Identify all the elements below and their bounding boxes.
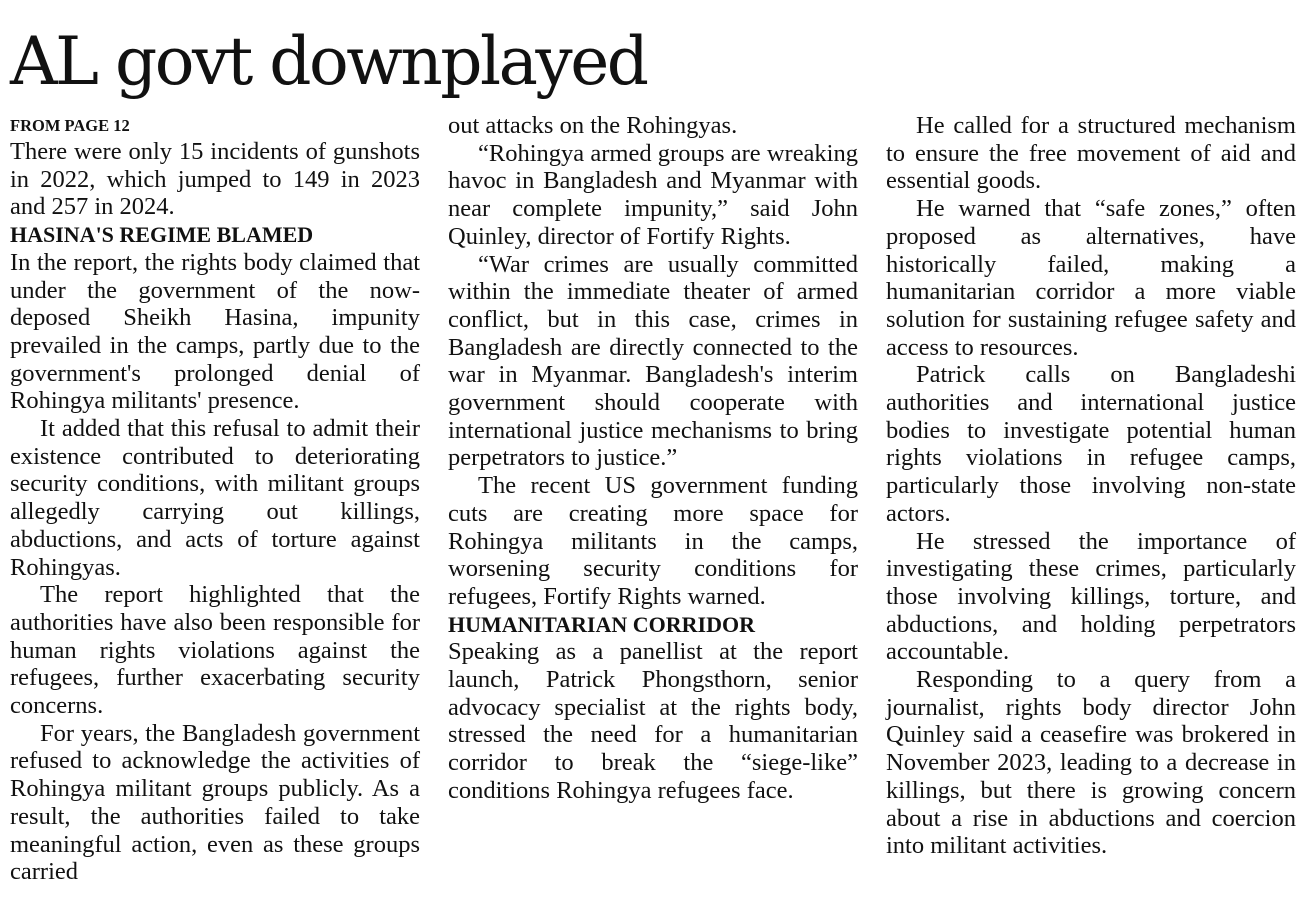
- continuation-kicker: FROM PAGE 12: [10, 116, 130, 135]
- paragraph: out attacks on the Rohingyas.: [448, 112, 738, 139]
- headline: AL govt downplayed: [10, 23, 647, 100]
- paragraph: He warned that “safe zones,” often proposed as alternatives, have historically failed, making a humanitarian corridor a more viable solution for sustaining refugee safety and access to resources.: [886, 195, 1296, 361]
- article-column-1: [10, 112, 420, 886]
- paragraph: He stressed the importance of investigating these crimes, particularly those involving killings, torture, and abductions, and holding perpetrators accountable.: [886, 527, 1296, 666]
- paragraph: It added that this refusal to admit their existence contributed to deteriorating security conditions, with militant groups allegedly carrying out killings, abductions, and acts of torture against Rohingyas.: [10, 415, 420, 581]
- article-column-2: [448, 112, 858, 805]
- paragraph: The recent US government funding cuts are creating more space for Rohingya militants in the camps, worsening security conditions for refugees, Fortify Rights warned.: [448, 472, 858, 610]
- paragraph: “Rohingya armed groups are wreaking havoc in Bangladesh and Myanmar with near complete impunity,” said John Quinley, director of Fortify Rights.: [448, 139, 858, 250]
- paragraph: Patrick calls on Bangladeshi authorities and international justice bodies to investigate potential human rights violations in refugee camps, particularly those involving non-state actors.: [886, 361, 1296, 527]
- paragraph: Responding to a query from a journalist, rights body director John Quinley said a ceasefire was brokered in November 2023, leading to a decrease in killings, but there is growing concern about a rise in abductions and coercion into militant activities.: [886, 666, 1296, 860]
- paragraph: “War crimes are usually committed within the immediate theater of armed conflict, but in this case, crimes in Bangladesh are directly connected to the war in Myanmar. Bangladesh's interim government should cooperate with international justice mechanisms to bring perpetrators to justice.”: [448, 250, 858, 472]
- subhead-humanitarian-corridor: HUMANITARIAN CORRIDOR: [448, 611, 755, 637]
- paragraph: In the report, the rights body claimed that under the government of the now-deposed Sheikh Hasina, impunity prevailed in the camps, partly due to the government's prolonged denial of Rohingya militants' presence.: [10, 248, 420, 415]
- subhead-hasina-regime: HASINA'S REGIME BLAMED: [10, 222, 314, 248]
- article-column-3: [886, 112, 1296, 860]
- paragraph: For years, the Bangladesh government refused to acknowledge the activities of Rohingya militant groups publicly. As a result, the authorities failed to take meaningful action, even as these groups carried: [10, 719, 420, 886]
- paragraph: The report highlighted that the authorities have also been responsible for human rights violations against the refugees, further exacerbating security concerns.: [10, 581, 420, 720]
- paragraph: There were only 15 incidents of gunshots in 2022, which jumped to 149 in 2023 and 257 in 2024.: [10, 138, 420, 221]
- paragraph: Speaking as a panellist at the report launch, Patrick Phongsthorn, senior advocacy specialist at the rights body, stressed the need for a humanitarian corridor to break the “siege-like” conditions Rohingya refugees face.: [448, 638, 858, 804]
- paragraph: He called for a structured mechanism to ensure the free movement of aid and essential goods.: [886, 112, 1296, 195]
